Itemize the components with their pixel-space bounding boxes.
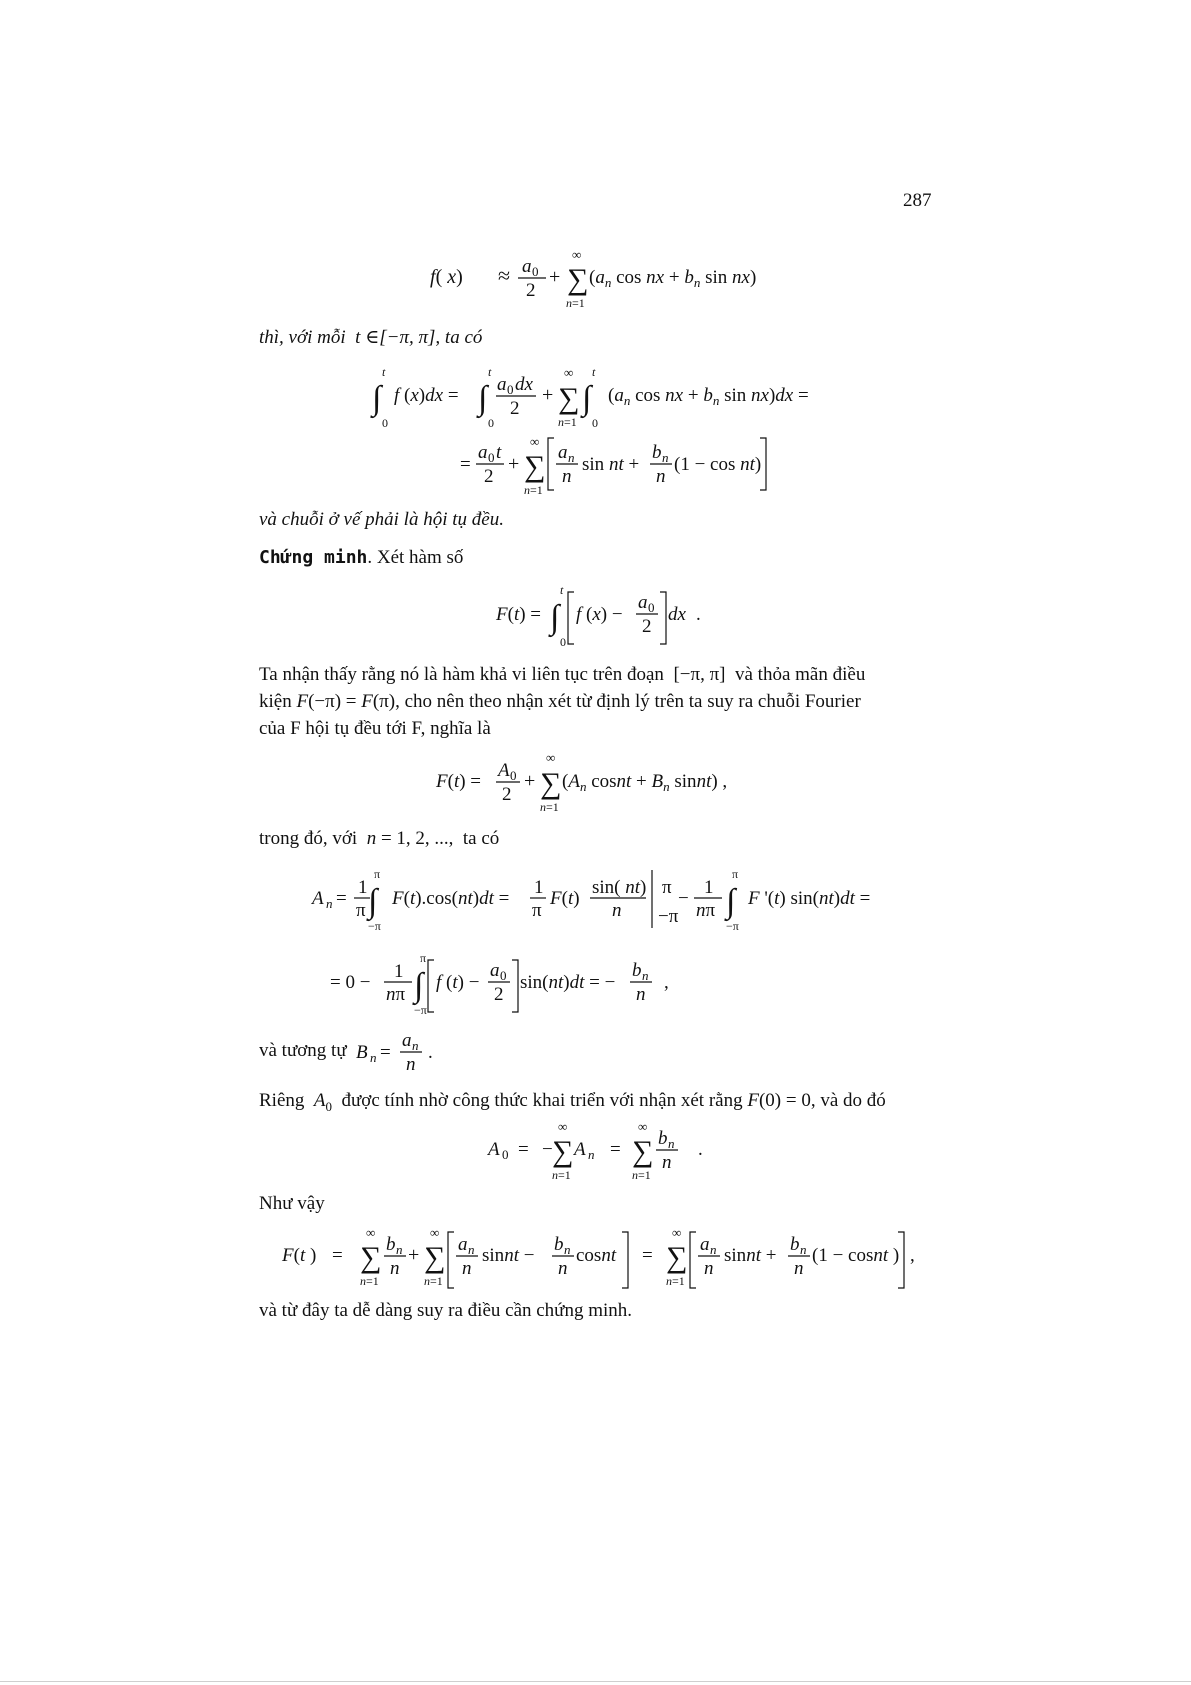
svg-text:−π: −π xyxy=(658,906,679,927)
equation-A0 xyxy=(488,1119,718,1190)
svg-text:b: b xyxy=(632,960,642,981)
svg-text:∫: ∫ xyxy=(550,599,560,636)
svg-text:0: 0 xyxy=(560,635,566,649)
paragraph-similar xyxy=(259,1040,347,1062)
svg-text:t: t xyxy=(382,365,386,379)
svg-text:∫: ∫ xyxy=(582,380,592,417)
svg-text:n=1: n=1 xyxy=(424,1274,443,1288)
svg-text:n: n xyxy=(794,1258,804,1279)
svg-text:−π: −π xyxy=(414,1003,427,1017)
svg-text:sin( nt): sin( nt) xyxy=(592,877,647,898)
svg-text:n: n xyxy=(662,1152,672,1173)
svg-text:a: a xyxy=(497,374,507,395)
paragraph-converges: của F hội tụ đều tới F, nghĩa là xyxy=(259,718,491,739)
svg-text:nπ: nπ xyxy=(696,900,716,921)
page-number: 287 xyxy=(903,190,932,211)
svg-text:(1 − cos nt): (1 − cos nt) xyxy=(674,454,762,475)
svg-text:π: π xyxy=(356,900,366,921)
text: được tính nhờ công thức khai triển với nhận xét rằng xyxy=(341,1090,743,1111)
proof-label: Chứng minh xyxy=(259,547,368,568)
svg-text:=: = xyxy=(610,1139,621,1160)
svg-text:∑: ∑ xyxy=(424,1241,446,1274)
svg-text:a: a xyxy=(522,256,532,277)
paragraph-where: trong đó, với n = 1, 2, ..., ta có xyxy=(259,828,500,849)
text: trong đó, với xyxy=(259,828,358,849)
svg-text:π: π xyxy=(374,867,381,881)
equation-integral-identity xyxy=(372,366,832,496)
svg-text:B: B xyxy=(356,1042,368,1063)
svg-text:1: 1 xyxy=(704,877,714,898)
svg-text:+: + xyxy=(542,384,554,406)
svg-text:n=1: n=1 xyxy=(666,1274,685,1288)
svg-text:−: − xyxy=(678,888,689,909)
equation-An-parts xyxy=(312,866,892,934)
svg-text:b: b xyxy=(652,442,662,463)
svg-text:0: 0 xyxy=(532,264,539,279)
svg-text:0: 0 xyxy=(488,416,494,430)
paragraph-uniform: và chuỗi ở vế phải là hội tụ đều. xyxy=(259,509,504,530)
svg-text:2: 2 xyxy=(526,280,536,301)
svg-text:+: + xyxy=(549,266,561,288)
svg-text:F(t): F(t) xyxy=(550,888,580,909)
svg-text:F '(t) sin(nt)dt =: F '(t) sin(nt)dt = xyxy=(748,888,871,909)
text: , và do đó xyxy=(810,1090,886,1111)
svg-text:= 0 −: = 0 − xyxy=(330,972,371,993)
svg-text:∫: ∫ xyxy=(478,380,488,417)
svg-text:−: − xyxy=(542,1139,553,1160)
svg-text:0: 0 xyxy=(502,1147,509,1162)
svg-text:0: 0 xyxy=(507,382,514,397)
svg-text:∑: ∑ xyxy=(360,1241,382,1274)
svg-text:f( x): f( x) xyxy=(430,266,463,288)
svg-text:,: , xyxy=(910,1245,915,1266)
equation-An-result xyxy=(330,950,690,1020)
svg-text:t: t xyxy=(496,442,502,463)
svg-text:=: = xyxy=(642,1245,653,1266)
svg-text:f (x)dx =: f (x)dx = xyxy=(394,385,459,406)
svg-text:n: n xyxy=(326,896,333,911)
svg-text:0: 0 xyxy=(488,450,495,465)
svg-text:n: n xyxy=(668,1136,675,1151)
svg-text:dx: dx xyxy=(668,604,686,625)
svg-text:b: b xyxy=(386,1234,396,1255)
proof-text: . Xét hàm số xyxy=(367,547,464,568)
paragraph-differentiable: Ta nhận thấy rằng nó là hàm khả vi liên tục trên đoạn [−π, π] và thỏa mãn điều xyxy=(259,664,866,685)
svg-text:n: n xyxy=(642,968,649,983)
svg-text:.: . xyxy=(696,604,701,625)
paragraph-A0: Riêng $A_0$ được tính nhờ công thức khai triển với nhận xét rằng F(0) = 0, và do đó xyxy=(259,1090,886,1114)
svg-text:∞: ∞ xyxy=(546,750,556,765)
equation-F-series xyxy=(436,750,766,822)
svg-text:∞: ∞ xyxy=(638,1119,648,1134)
svg-text:2: 2 xyxy=(510,398,520,419)
svg-text:π: π xyxy=(420,951,427,965)
svg-text:∞: ∞ xyxy=(430,1225,440,1240)
text: , ta có xyxy=(435,327,483,348)
svg-text:,: , xyxy=(664,972,669,993)
svg-text:∞: ∞ xyxy=(366,1225,376,1240)
svg-text:nπ: nπ xyxy=(386,984,406,1005)
equation-F-definition xyxy=(496,582,716,652)
svg-text:dx: dx xyxy=(515,374,533,395)
svg-text:a: a xyxy=(478,442,488,463)
svg-text:n=1: n=1 xyxy=(632,1168,651,1182)
svg-text:sinnt +: sinnt + xyxy=(724,1245,777,1266)
text: Riêng xyxy=(259,1090,305,1111)
svg-text:A: A xyxy=(312,888,324,909)
svg-text:∑: ∑ xyxy=(632,1135,654,1168)
svg-text:∫: ∫ xyxy=(368,883,378,920)
svg-text:=: = xyxy=(336,888,347,909)
svg-text:sinnt −: sinnt − xyxy=(482,1245,535,1266)
svg-text:n=1: n=1 xyxy=(552,1168,571,1182)
svg-text:0: 0 xyxy=(500,968,507,983)
svg-text:∫: ∫ xyxy=(414,967,424,1004)
paragraph-condition: kiện F(−π) = F(π), cho nên theo nhận xét từ định lý trên ta suy ra chuỗi Fourier xyxy=(259,691,861,712)
svg-text:+: + xyxy=(508,453,520,475)
svg-text:F(t ): F(t ) xyxy=(282,1245,317,1266)
svg-text:t: t xyxy=(592,365,596,379)
paragraph-conclusion: và từ đây ta dễ dàng suy ra điều cần chứng minh. xyxy=(259,1300,633,1321)
svg-text:∑: ∑ xyxy=(558,382,580,415)
svg-text:π: π xyxy=(662,877,672,898)
svg-text:A: A xyxy=(498,760,510,781)
svg-text:2: 2 xyxy=(494,984,504,1005)
svg-text:a: a xyxy=(490,960,500,981)
svg-text:n=1: n=1 xyxy=(360,1274,379,1288)
svg-text:∞: ∞ xyxy=(530,434,540,449)
svg-text:n: n xyxy=(612,900,622,921)
svg-text:=: = xyxy=(380,1042,391,1063)
svg-text:b: b xyxy=(658,1128,668,1149)
svg-text:1: 1 xyxy=(394,961,404,982)
svg-text:−π: −π xyxy=(726,919,739,933)
svg-text:n: n xyxy=(396,1242,403,1257)
svg-text:=: = xyxy=(518,1139,529,1160)
svg-text:n: n xyxy=(462,1258,472,1279)
svg-text:F(t).cos(nt)dt =: F(t).cos(nt)dt = xyxy=(392,888,510,909)
svg-text:n: n xyxy=(370,1050,377,1065)
equation-Bn xyxy=(356,1026,446,1076)
svg-text:n: n xyxy=(662,450,669,465)
svg-text:0: 0 xyxy=(510,768,517,783)
svg-text:n: n xyxy=(710,1242,717,1257)
svg-text:.: . xyxy=(698,1139,703,1160)
svg-text:f (x) −: f (x) − xyxy=(576,604,623,625)
svg-text:n: n xyxy=(564,1242,571,1257)
svg-text:n=1: n=1 xyxy=(540,800,559,814)
svg-text:n: n xyxy=(390,1258,400,1279)
svg-text:n: n xyxy=(412,1038,419,1053)
page-bottom-rule xyxy=(0,1681,1191,1682)
svg-text:n: n xyxy=(558,1258,568,1279)
svg-text:0: 0 xyxy=(592,416,598,430)
svg-text:∞: ∞ xyxy=(572,247,582,262)
svg-text:n: n xyxy=(704,1258,714,1279)
svg-text:cosnt: cosnt xyxy=(576,1245,617,1266)
svg-text:n: n xyxy=(588,1147,595,1162)
svg-text:+: + xyxy=(524,770,536,792)
svg-text:+: + xyxy=(408,1244,420,1266)
svg-text:=: = xyxy=(460,454,471,475)
svg-text:n=1: n=1 xyxy=(524,483,543,497)
svg-text:2: 2 xyxy=(502,784,512,805)
svg-text:F(t) =: F(t) = xyxy=(436,771,482,792)
svg-text:∑: ∑ xyxy=(524,450,546,483)
svg-text:b: b xyxy=(554,1234,564,1255)
svg-text:π: π xyxy=(532,900,542,921)
svg-text:n=1: n=1 xyxy=(566,296,585,310)
paragraph-thus: Như vậy xyxy=(259,1193,325,1214)
svg-text:∫: ∫ xyxy=(372,380,382,417)
svg-text:(An cosnt + Bn sinnt) ,: ($A_n$ cosnt + $B_n$ sinnt) , xyxy=(562,771,728,794)
svg-text:∞: ∞ xyxy=(558,1119,568,1134)
svg-text:∞: ∞ xyxy=(564,365,574,380)
svg-text:∑: ∑ xyxy=(666,1241,688,1274)
text: , cho nên theo nhận xét từ định lý trên ta suy ra chuỗi Fourier xyxy=(395,691,861,712)
svg-text:n: n xyxy=(468,1242,475,1257)
text: kiện xyxy=(259,691,292,712)
svg-text:−π: −π xyxy=(368,919,381,933)
svg-text:2: 2 xyxy=(484,466,494,487)
text: và thỏa mãn điều xyxy=(735,664,866,685)
svg-text:a: a xyxy=(402,1030,412,1051)
text: Ta nhận thấy rằng nó là hàm khả vi liên tục trên đoạn xyxy=(259,664,664,685)
svg-text:π: π xyxy=(732,867,739,881)
text: và tương tự xyxy=(259,1040,347,1061)
svg-text:≈: ≈ xyxy=(498,263,511,288)
svg-text:n: n xyxy=(406,1054,416,1075)
svg-text:f (t) −: f (t) − xyxy=(436,972,480,993)
svg-text:n: n xyxy=(656,466,666,487)
svg-text:0: 0 xyxy=(648,600,655,615)
svg-text:a: a xyxy=(558,442,568,463)
svg-text:n: n xyxy=(568,450,575,465)
svg-text:a: a xyxy=(458,1234,468,1255)
svg-text:n: n xyxy=(636,984,646,1005)
svg-text:∑: ∑ xyxy=(567,263,589,296)
paragraph-proof xyxy=(259,547,463,569)
svg-text:1: 1 xyxy=(358,877,368,898)
svg-text:sin(nt)dt = −: sin(nt)dt = − xyxy=(520,972,616,993)
svg-text:∞: ∞ xyxy=(672,1225,682,1240)
equation-F-final xyxy=(282,1225,922,1296)
svg-text:(an cos nx + bn sin nx): ($a_n$ cos nx + $b_n$ sin nx) xyxy=(589,267,757,290)
svg-text:=: = xyxy=(332,1245,343,1266)
svg-text:.: . xyxy=(428,1042,433,1063)
svg-text:n: n xyxy=(562,466,572,487)
svg-text:t: t xyxy=(560,583,564,597)
equation-fourier-series xyxy=(430,247,790,318)
svg-text:sin nt +: sin nt + xyxy=(582,454,640,475)
svg-text:F(t) =: F(t) = xyxy=(496,604,542,625)
text: ta có xyxy=(462,828,500,849)
svg-text:A: A xyxy=(574,1139,586,1160)
svg-text:b: b xyxy=(790,1234,800,1255)
svg-text:a: a xyxy=(638,592,648,613)
svg-text:2: 2 xyxy=(642,616,652,637)
svg-text:0: 0 xyxy=(382,416,388,430)
svg-text:(an cos nx + bn sin nx)dx =: ($a_n$ cos nx + $b_n$ sin nx)dx = xyxy=(608,385,809,408)
svg-text:1: 1 xyxy=(534,877,544,898)
paragraph-intro: thì, với mỗi t ∈[−π, π], ta có xyxy=(259,327,483,348)
svg-text:∫: ∫ xyxy=(726,883,736,920)
svg-text:∑: ∑ xyxy=(540,767,562,800)
text: thì, với mỗi xyxy=(259,327,346,348)
svg-text:n=1: n=1 xyxy=(558,415,577,429)
svg-text:n: n xyxy=(800,1242,807,1257)
svg-text:a: a xyxy=(700,1234,710,1255)
svg-text:A: A xyxy=(488,1139,500,1160)
svg-text:t: t xyxy=(488,365,492,379)
svg-text:(1 − cosnt ): (1 − cosnt ) xyxy=(812,1245,900,1266)
svg-text:∑: ∑ xyxy=(552,1135,574,1168)
